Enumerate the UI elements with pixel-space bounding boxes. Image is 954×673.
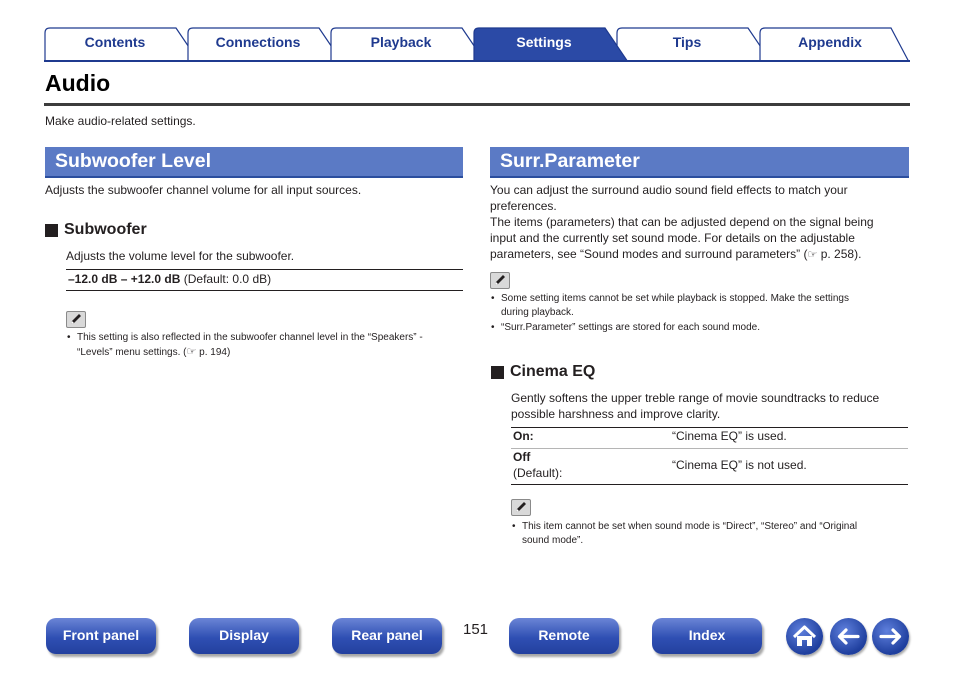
- cinema-eq-description: [511, 390, 909, 422]
- table-rule-bottom: [66, 290, 463, 291]
- note-item: [511, 520, 909, 548]
- note-line: Some setting items cannot be set while playback is stopped. Make the settings: [501, 293, 849, 304]
- tab-label: Playback: [370, 34, 432, 50]
- subwoofer-notes: [66, 331, 466, 361]
- option-on: On:: [513, 429, 534, 443]
- table-row-divider: [511, 448, 908, 449]
- note-line: sound mode”.: [522, 535, 584, 546]
- tab-tips[interactable]: [616, 27, 772, 62]
- page-ref[interactable]: p. 258).: [820, 247, 862, 261]
- pencil-note-icon: [66, 311, 86, 328]
- tab-appendix[interactable]: [759, 27, 915, 62]
- subheading-subwoofer: [45, 221, 147, 239]
- surr-notes: [490, 292, 909, 336]
- subheading-text: Cinema EQ: [510, 363, 596, 380]
- tab-label: Connections: [215, 34, 301, 50]
- desc-line: possible harshness and improve clarity.: [511, 407, 721, 421]
- desc-line: preferences.: [490, 199, 557, 213]
- option-off-label: Off: [513, 450, 531, 464]
- note-line: “Levels” menu settings. (: [77, 347, 187, 358]
- home-button[interactable]: [786, 618, 823, 655]
- desc-line: input and the currently set sound mode. For details on the adjustable: [490, 231, 855, 245]
- section-header-subwoofer-level: [45, 147, 463, 178]
- cinema-eq-notes: [511, 520, 909, 549]
- section-header-surr-parameter: [490, 147, 909, 178]
- arrow-right-icon: [872, 618, 909, 655]
- range-default: (Default: 0.0 dB): [180, 272, 272, 286]
- subheading-cinema-eq: [491, 363, 595, 381]
- tab-label: Appendix: [798, 34, 862, 50]
- subheading-text: Subwoofer: [64, 221, 147, 238]
- tab-bar: [44, 27, 910, 62]
- note-line: during playback.: [501, 307, 574, 318]
- page-title: Audio: [45, 70, 111, 96]
- note-item: [490, 292, 909, 320]
- hand-pointer-icon: ☞: [807, 248, 818, 261]
- desc-line: parameters, see “Sound modes and surround parameters” (: [490, 247, 808, 261]
- option-off: [513, 449, 562, 481]
- display-button[interactable]: Display: [189, 618, 299, 654]
- tab-bar-rule: [44, 60, 910, 62]
- front-panel-button[interactable]: Front panel: [46, 618, 156, 654]
- tab-label: Settings: [516, 34, 572, 50]
- pencil-note-icon: [490, 272, 510, 289]
- note-item: [490, 321, 909, 335]
- tab-playback[interactable]: [330, 27, 486, 62]
- note-line: This setting is also reflected in the subwoofer channel level in the “Speakers” -: [77, 332, 423, 343]
- note-line: “Surr.Parameter” settings are stored for each sound mode.: [501, 322, 761, 333]
- home-icon: [786, 618, 823, 655]
- tab-connections[interactable]: [187, 27, 343, 62]
- subwoofer-description: Adjusts the volume level for the subwoofer.: [66, 249, 295, 263]
- note-line: This item cannot be set when sound mode is “Direct”, “Stereo” and “Original: [522, 521, 858, 532]
- hand-pointer-icon: ☞: [186, 345, 197, 358]
- desc-line: You can adjust the surround audio sound field effects to match your: [490, 183, 848, 197]
- tab-contents[interactable]: [44, 27, 200, 62]
- section-underline: [490, 176, 909, 178]
- pencil-note-icon: [511, 499, 531, 516]
- section-underline: [45, 176, 463, 178]
- section-title: Surr.Parameter: [500, 150, 640, 172]
- section-title: Subwoofer Level: [55, 150, 212, 172]
- title-rule: [44, 103, 910, 106]
- table-rule-top: [66, 269, 463, 270]
- desc-line: Gently softens the upper treble range of movie soundtracks to reduce: [511, 391, 880, 405]
- surr-description: [490, 182, 909, 263]
- index-button[interactable]: Index: [652, 618, 762, 654]
- option-off-description: “Cinema EQ” is not used.: [672, 458, 807, 472]
- desc-line: The items (parameters) that can be adjusted depend on the signal being: [490, 215, 874, 229]
- arrow-left-icon: [830, 618, 867, 655]
- note-item: [66, 331, 466, 360]
- range-value: –12.0 dB – +12.0 dB: [68, 272, 181, 286]
- square-bullet-icon: [45, 224, 58, 237]
- range-row: [68, 271, 271, 287]
- tab-label: Contents: [84, 34, 146, 50]
- option-off-default: (Default):: [513, 466, 563, 480]
- table-rule-bottom: [511, 484, 908, 485]
- page-ref[interactable]: p. 194): [199, 347, 231, 358]
- remote-button[interactable]: Remote: [509, 618, 619, 654]
- tab-label: Tips: [672, 34, 702, 50]
- option-on-description: “Cinema EQ” is used.: [672, 429, 787, 443]
- page-number: 151: [463, 621, 489, 638]
- rear-panel-button[interactable]: Rear panel: [332, 618, 442, 654]
- back-button[interactable]: [830, 618, 867, 655]
- forward-button[interactable]: [872, 618, 909, 655]
- square-bullet-icon: [491, 366, 504, 379]
- page-intro: Make audio-related settings.: [45, 114, 196, 128]
- tab-settings[interactable]: [473, 27, 629, 62]
- section-description: Adjusts the subwoofer channel volume for all input sources.: [45, 183, 362, 197]
